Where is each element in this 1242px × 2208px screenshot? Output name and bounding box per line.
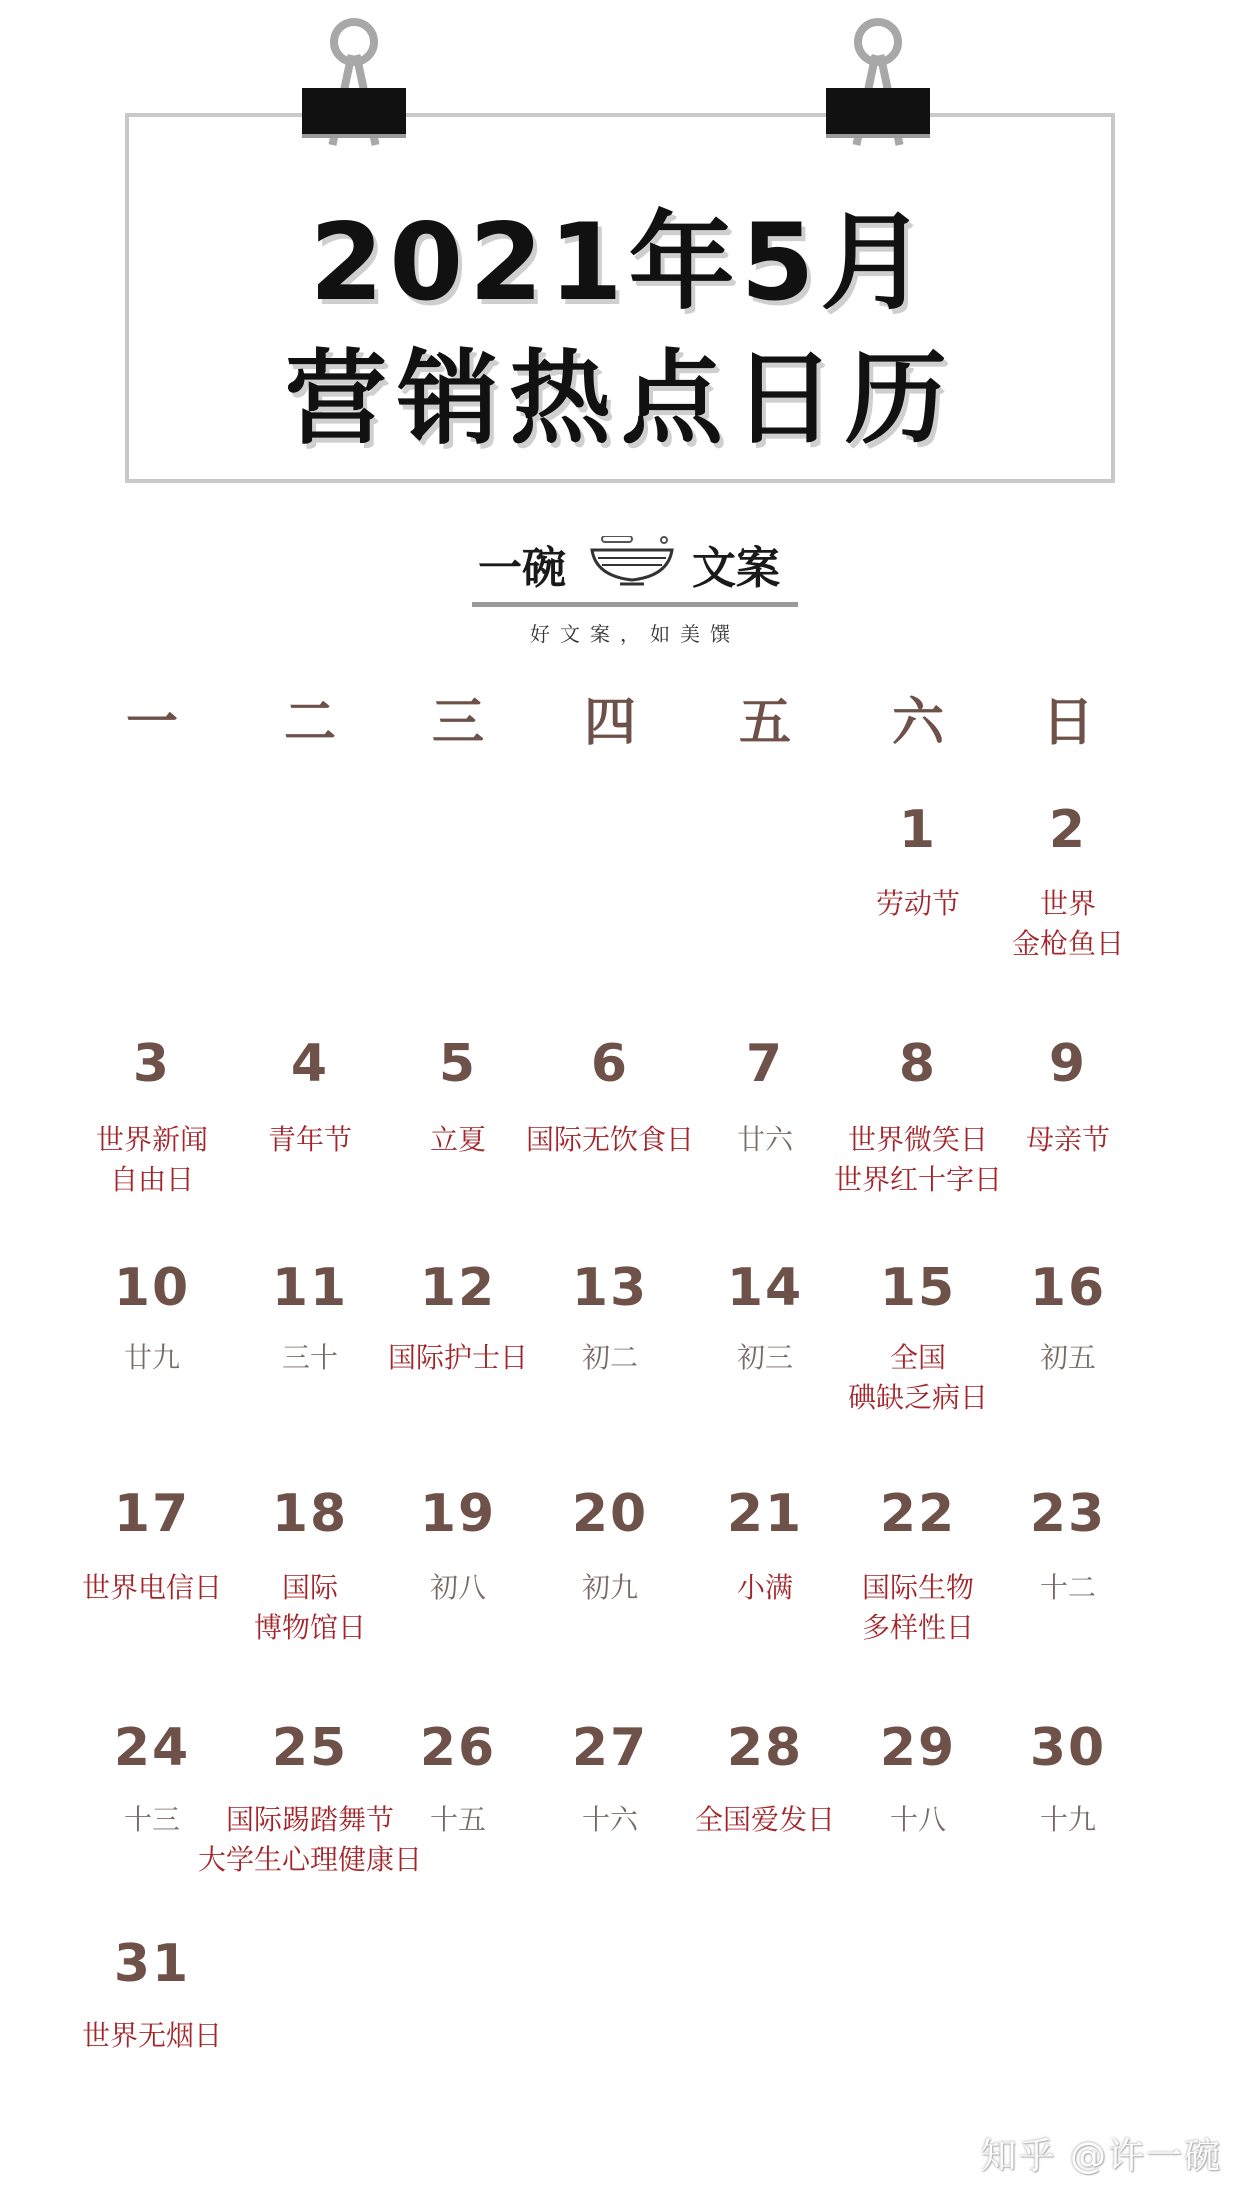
page-title-subtitle: 营销热点日历 [285, 340, 957, 459]
day-lunar-note: 十八 [889, 1803, 946, 1836]
weekday-header: 二 [283, 693, 336, 753]
day-lunar-note: 十九 [1039, 1803, 1096, 1836]
day-holiday-note: 国际护士日 [387, 1341, 528, 1374]
weekday-header: 三 [431, 693, 484, 753]
day-holiday-note: 国际踢踏舞节 大学生心理健康日 [197, 1803, 422, 1876]
day-number: 5 [438, 1034, 478, 1094]
brand-logo [470, 508, 800, 646]
day-lunar-note: 十三 [123, 1803, 180, 1836]
day-number: 30 [1029, 1718, 1107, 1778]
day-holiday-note: 世界新闻 自由日 [95, 1123, 208, 1196]
day-number: 29 [879, 1718, 957, 1778]
day-holiday-note: 全国 碘缺乏病日 [847, 1341, 988, 1414]
weekday-header: 一 [125, 693, 178, 753]
day-number: 21 [726, 1484, 804, 1544]
day-number: 18 [271, 1484, 349, 1544]
weekday-header: 五 [738, 693, 791, 753]
day-lunar-note: 十六 [581, 1803, 638, 1836]
day-holiday-note: 国际无饮食日 [525, 1123, 694, 1156]
day-number: 14 [726, 1258, 804, 1318]
day-number: 9 [1048, 1034, 1088, 1094]
day-holiday-note: 立夏 [429, 1123, 486, 1156]
day-lunar-note: 廿六 [736, 1123, 793, 1156]
day-holiday-note: 国际生物 多样性日 [861, 1571, 974, 1644]
day-number: 10 [113, 1258, 191, 1318]
day-number: 24 [113, 1718, 191, 1778]
day-number: 25 [271, 1718, 349, 1778]
weekday-header: 六 [891, 693, 944, 753]
day-number: 26 [419, 1718, 497, 1778]
day-holiday-note: 世界无烟日 [81, 2019, 222, 2052]
day-holiday-note: 全国爱发日 [694, 1803, 835, 1836]
logo-text-left: 一碗 [478, 543, 566, 594]
day-number: 31 [113, 1934, 191, 1994]
day-holiday-note: 国际 博物馆日 [253, 1571, 366, 1644]
logo-divider [472, 602, 798, 607]
weekday-header: 日 [1041, 693, 1094, 753]
day-holiday-note: 母亲节 [1025, 1123, 1110, 1156]
day-lunar-note: 初八 [429, 1571, 486, 1604]
day-lunar-note: 初五 [1039, 1341, 1096, 1374]
day-lunar-note: 十二 [1039, 1571, 1096, 1604]
day-holiday-note: 世界电信日 [81, 1571, 222, 1604]
day-number: 17 [113, 1484, 191, 1544]
day-number: 23 [1029, 1484, 1107, 1544]
day-number: 27 [571, 1718, 649, 1778]
day-number: 15 [879, 1258, 957, 1318]
day-lunar-note: 初三 [736, 1341, 793, 1374]
day-holiday-note: 青年节 [267, 1123, 352, 1156]
day-lunar-note: 初二 [581, 1341, 638, 1374]
day-holiday-note: 世界微笑日 世界红十字日 [833, 1123, 1002, 1196]
weekday-header: 四 [583, 693, 636, 753]
day-lunar-note: 初九 [581, 1571, 638, 1604]
day-lunar-note: 三十 [281, 1341, 338, 1374]
page-title-month: 2021年5月 [309, 201, 933, 324]
day-number: 8 [898, 1034, 938, 1094]
day-holiday-note: 劳动节 [875, 887, 960, 920]
day-number: 20 [571, 1484, 649, 1544]
day-number: 3 [132, 1034, 172, 1094]
day-number: 28 [726, 1718, 804, 1778]
binder-clip-left-icon [302, 18, 406, 136]
day-number: 12 [419, 1258, 497, 1318]
day-number: 22 [879, 1484, 957, 1544]
watermark: 知乎 @许一碗 [980, 2136, 1222, 2177]
day-number: 1 [898, 800, 938, 860]
bowl-icon [588, 536, 676, 586]
day-holiday-note: 世界 金枪鱼日 [1011, 887, 1124, 960]
binder-clip-right-icon [826, 18, 930, 136]
logo-slogan: 好文案，如美馔 [530, 622, 740, 646]
day-lunar-note: 廿九 [123, 1341, 180, 1374]
day-number: 4 [290, 1034, 330, 1094]
day-number: 7 [745, 1034, 785, 1094]
day-holiday-note: 小满 [736, 1571, 793, 1604]
day-lunar-note: 十五 [429, 1803, 486, 1836]
logo-text-right: 文案 [692, 543, 780, 594]
day-number: 16 [1029, 1258, 1107, 1318]
day-number: 11 [271, 1258, 349, 1318]
day-number: 13 [571, 1258, 649, 1318]
day-number: 19 [419, 1484, 497, 1544]
day-number: 6 [590, 1034, 630, 1094]
day-number: 2 [1048, 800, 1088, 860]
